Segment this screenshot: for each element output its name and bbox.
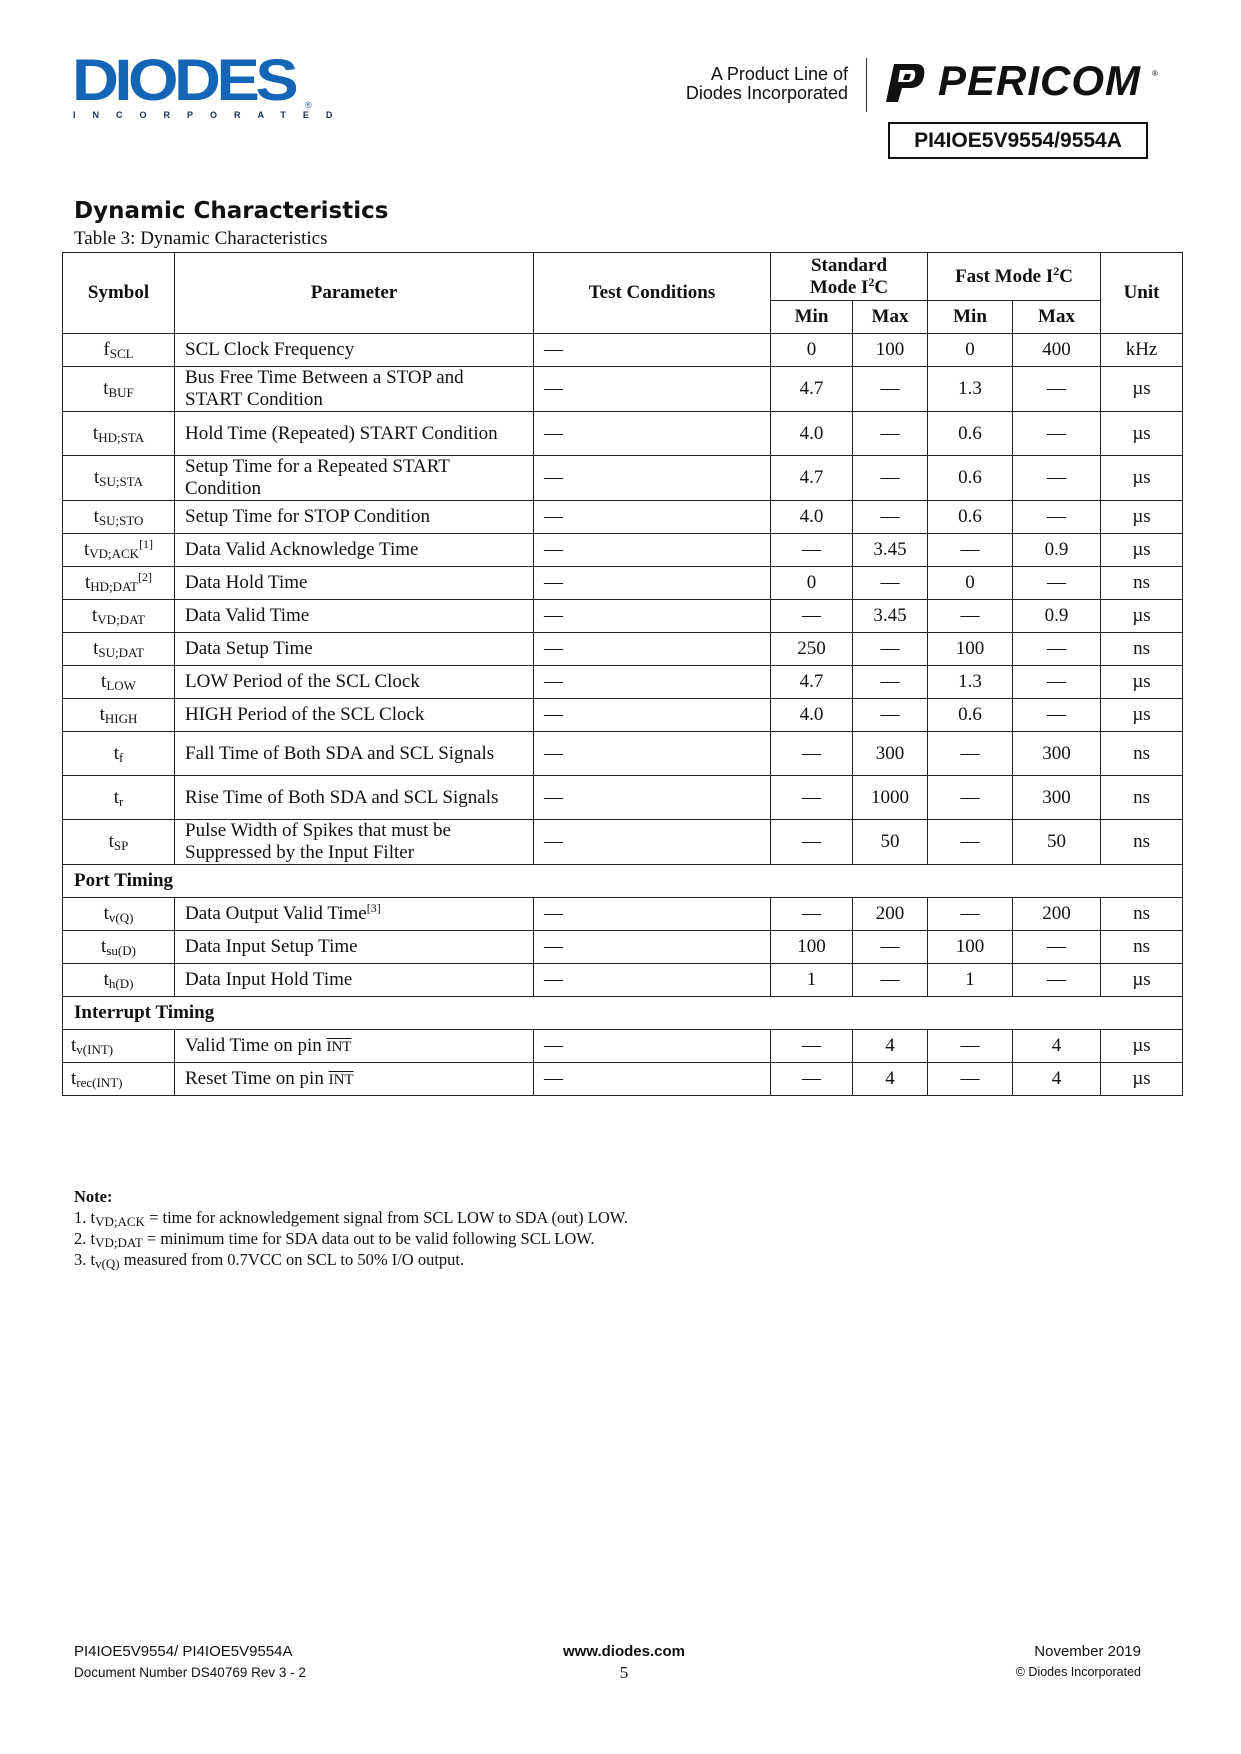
cell-fmin: 0.6	[928, 699, 1013, 732]
cell-unit: ns	[1101, 820, 1183, 865]
table-row	[63, 1063, 1183, 1096]
cell-fmin: —	[928, 1063, 1013, 1096]
cell-fmin: —	[928, 820, 1013, 865]
cell-smax: 100	[853, 334, 928, 367]
cell-fmax: 200	[1013, 898, 1101, 931]
cell-smax: 200	[853, 898, 928, 931]
cell-parameter: Data Valid Time	[175, 600, 534, 633]
symbol-cell	[63, 367, 175, 412]
cell-tc: —	[534, 600, 771, 633]
cell-parameter	[175, 898, 534, 931]
cell-smin: 250	[771, 633, 853, 666]
cell-tc: —	[534, 501, 771, 534]
symbol-cell	[63, 534, 175, 567]
cell-smax: —	[853, 501, 928, 534]
table-row	[63, 456, 1183, 501]
cell-unit: ns	[1101, 633, 1183, 666]
cell-smax: 3.45	[853, 600, 928, 633]
table-row	[63, 820, 1183, 865]
footer-document-number: Document Number DS40769 Rev 3 - 2	[74, 1665, 306, 1680]
cell-tc: —	[534, 456, 771, 501]
table-row	[63, 964, 1183, 997]
cell-unit: kHz	[1101, 334, 1183, 367]
cell-fmax: 0.9	[1013, 600, 1101, 633]
parameter-text: Data Input Hold Time	[185, 969, 353, 990]
symbol-subscript: v(Q)	[108, 910, 134, 925]
footer-part-numbers: PI4IOE5V9554/ PI4IOE5V9554A	[74, 1643, 293, 1660]
table-row	[63, 412, 1183, 456]
symbol-subscript: su(D)	[106, 943, 136, 958]
symbol-cell	[63, 567, 175, 600]
cell-smax: —	[853, 412, 928, 456]
symbol-subscript: LOW	[106, 678, 136, 693]
cell-tc: —	[534, 732, 771, 776]
cell-fmin: 0	[928, 567, 1013, 600]
cell-unit: µs	[1101, 666, 1183, 699]
cell-smax: 3.45	[853, 534, 928, 567]
cell-fmin: —	[928, 1030, 1013, 1063]
cell-fmax: —	[1013, 367, 1101, 412]
cell-parameter	[175, 964, 534, 997]
table-row	[63, 931, 1183, 964]
symbol-base: t	[71, 1035, 77, 1056]
cell-unit: ns	[1101, 567, 1183, 600]
cell-smin: —	[771, 534, 853, 567]
cell-fmin: 0.6	[928, 412, 1013, 456]
cell-smax: 4	[853, 1063, 928, 1096]
cell-smin: —	[771, 732, 853, 776]
cell-unit: µs	[1101, 456, 1183, 501]
cell-smin: —	[771, 898, 853, 931]
header-standard-mode	[771, 253, 928, 301]
symbol-subscript: v(INT)	[76, 1042, 114, 1057]
parameter-text: Data Input Setup Time	[185, 936, 358, 957]
cell-tc: —	[534, 334, 771, 367]
cell-parameter: Pulse Width of Spikes that must be Suppressed by the Input Filter	[175, 820, 534, 865]
cell-tc: —	[534, 1030, 771, 1063]
cell-unit: µs	[1101, 412, 1183, 456]
cell-fmax: —	[1013, 412, 1101, 456]
pericom-logo-text: PERICOM	[938, 57, 1142, 104]
symbol-base: t	[101, 936, 107, 957]
cell-fmax: 4	[1013, 1063, 1101, 1096]
symbol-cell	[63, 412, 175, 456]
header-fast-text: Fast Mode I	[955, 265, 1054, 287]
cell-tc: —	[534, 699, 771, 732]
cell-smin: —	[771, 820, 853, 865]
cell-smin: —	[771, 776, 853, 820]
cell-fmin: 100	[928, 633, 1013, 666]
part-number-box: PI4IOE5V9554/9554A	[888, 122, 1148, 159]
cell-smax: —	[853, 567, 928, 600]
table-row	[63, 1030, 1183, 1063]
cell-fmax: —	[1013, 699, 1101, 732]
header-std-min: Min	[771, 301, 853, 334]
cell-smax: —	[853, 699, 928, 732]
symbol-subscript: SU;STO	[98, 513, 144, 528]
symbol-base: t	[93, 638, 99, 659]
header-fast-min: Min	[928, 301, 1013, 334]
cell-fmax: 400	[1013, 334, 1101, 367]
symbol-base: t	[92, 605, 98, 626]
cell-unit: µs	[1101, 699, 1183, 732]
cell-tc: —	[534, 412, 771, 456]
table-row	[63, 567, 1183, 600]
parameter-text: Reset Time on pin	[185, 1067, 324, 1089]
cell-parameter: SCL Clock Frequency	[175, 334, 534, 367]
cell-smax: —	[853, 367, 928, 412]
header-fast-mode	[928, 253, 1101, 301]
cell-tc: —	[534, 898, 771, 931]
cell-smax: 4	[853, 1030, 928, 1063]
cell-fmax: —	[1013, 567, 1101, 600]
cell-unit: ns	[1101, 776, 1183, 820]
cell-tc: —	[534, 931, 771, 964]
cell-parameter: Hold Time (Repeated) START Condition	[175, 412, 534, 456]
cell-fmin: 100	[928, 931, 1013, 964]
pericom-registered-mark: ®	[1152, 69, 1158, 78]
symbol-subscript: BUF	[108, 385, 134, 400]
symbol-cell	[63, 1030, 175, 1063]
diodes-logo: DIODES	[72, 48, 295, 113]
table-row	[63, 666, 1183, 699]
symbol-cell	[63, 666, 175, 699]
symbol-cell	[63, 776, 175, 820]
symbol-subscript: SU;DAT	[98, 645, 144, 660]
symbol-base: t	[83, 539, 90, 560]
symbol-base: t	[93, 506, 99, 527]
cell-parameter: Data Setup Time	[175, 633, 534, 666]
cell-smax: —	[853, 456, 928, 501]
table-row	[63, 898, 1183, 931]
cell-fmax: —	[1013, 931, 1101, 964]
symbol-base: t	[103, 969, 109, 990]
header-std-line1: Standard	[810, 254, 888, 276]
cell-smax: 300	[853, 732, 928, 776]
cell-fmax: —	[1013, 964, 1101, 997]
header-std-max: Max	[853, 301, 928, 334]
cell-parameter	[175, 1030, 534, 1063]
cell-smax: —	[853, 964, 928, 997]
symbol-base: t	[93, 467, 100, 488]
cell-parameter	[175, 931, 534, 964]
dynamic-characteristics-table	[62, 252, 1183, 1096]
symbol-cell	[63, 898, 175, 931]
symbol-base: t	[85, 572, 91, 593]
cell-smax: —	[853, 666, 928, 699]
symbol-subscript: SCL	[109, 346, 134, 361]
cell-fmax: —	[1013, 456, 1101, 501]
symbol-base: t	[103, 903, 109, 924]
cell-smin: —	[771, 1063, 853, 1096]
section-port-timing-label: Port Timing	[63, 865, 1183, 898]
notes	[74, 1186, 628, 1270]
cell-fmin: —	[928, 534, 1013, 567]
symbol-footnote-ref: [1]	[139, 537, 154, 551]
cell-smin: 4.0	[771, 412, 853, 456]
symbol-subscript: r	[118, 793, 124, 809]
cell-smin: 4.7	[771, 456, 853, 501]
footer-website-link[interactable]: www.diodes.com	[563, 1643, 685, 1660]
symbol-base: t	[101, 671, 107, 692]
cell-unit: ns	[1101, 931, 1183, 964]
header-symbol: Symbol	[63, 253, 175, 334]
symbol-base: t	[108, 831, 114, 852]
symbol-base: t	[92, 422, 99, 444]
cell-tc: —	[534, 1063, 771, 1096]
symbol-cell	[63, 600, 175, 633]
cell-parameter: Bus Free Time Between a STOP and START Condition	[175, 367, 534, 412]
tagline-line2: Diodes Incorporated	[685, 83, 848, 103]
section-interrupt-timing-label: Interrupt Timing	[63, 997, 1183, 1030]
cell-fmin: —	[928, 600, 1013, 633]
cell-smin: 4.7	[771, 367, 853, 412]
symbol-subscript: rec(INT)	[76, 1075, 123, 1090]
cell-smax: 50	[853, 820, 928, 865]
symbol-cell	[63, 820, 175, 865]
section-interrupt-timing	[63, 997, 1183, 1030]
table-row	[63, 699, 1183, 732]
symbol-subscript: HD;DAT	[90, 579, 138, 594]
diodes-logo-subtext: INCORPORATED	[73, 110, 350, 120]
cell-smin: 0	[771, 567, 853, 600]
table-row	[63, 732, 1183, 776]
registered-mark: ®	[305, 100, 312, 110]
cell-parameter: Data Valid Acknowledge Time	[175, 534, 534, 567]
footnote-ref: [3]	[366, 901, 381, 915]
table-row	[63, 501, 1183, 534]
cell-tc: —	[534, 534, 771, 567]
pin-name-int: $\overline{INT}$	[326, 1038, 352, 1055]
cell-fmin: —	[928, 732, 1013, 776]
footer-copyright: © Diodes Incorporated	[1015, 1665, 1141, 1679]
symbol-cell	[63, 964, 175, 997]
table-row	[63, 633, 1183, 666]
symbol-base: t	[71, 1068, 77, 1089]
cell-fmax: 50	[1013, 820, 1101, 865]
cell-tc: —	[534, 367, 771, 412]
cell-smin: 4.7	[771, 666, 853, 699]
cell-fmax: —	[1013, 633, 1101, 666]
symbol-subscript: h(D)	[108, 976, 134, 991]
cell-fmin: 1	[928, 964, 1013, 997]
cell-smin: 1	[771, 964, 853, 997]
parameter-text: Valid Time on pin	[185, 1034, 322, 1056]
cell-fmin: 0.6	[928, 456, 1013, 501]
pericom-logo-icon	[880, 60, 928, 106]
cell-unit: ns	[1101, 898, 1183, 931]
cell-smin: —	[771, 1030, 853, 1063]
cell-parameter: LOW Period of the SCL Clock	[175, 666, 534, 699]
cell-fmax: 300	[1013, 732, 1101, 776]
header-parameter: Parameter	[175, 253, 534, 334]
cell-fmin: 1.3	[928, 367, 1013, 412]
table-row	[63, 534, 1183, 567]
symbol-subscript: f	[118, 749, 124, 765]
symbol-base: f	[103, 339, 110, 360]
header-unit: Unit	[1101, 253, 1183, 334]
symbol-subscript: VD;ACK	[89, 546, 140, 561]
symbol-cell	[63, 633, 175, 666]
cell-smin: —	[771, 600, 853, 633]
cell-fmax: 300	[1013, 776, 1101, 820]
cell-smin: 4.0	[771, 699, 853, 732]
cell-tc: —	[534, 633, 771, 666]
cell-tc: —	[534, 820, 771, 865]
cell-tc: —	[534, 964, 771, 997]
symbol-subscript: SP	[113, 838, 129, 853]
cell-unit: µs	[1101, 600, 1183, 633]
cell-tc: —	[534, 666, 771, 699]
header-fast-sup: 2	[1053, 263, 1060, 278]
cell-smax: 1000	[853, 776, 928, 820]
cell-smin: 4.0	[771, 501, 853, 534]
cell-fmax: —	[1013, 501, 1101, 534]
symbol-base: t	[113, 742, 119, 764]
symbol-subscript: VD;DAT	[97, 612, 145, 627]
note-2: 2. $t_{VD;DAT}$ = minimum time for SDA data out to be valid following SCL LOW.	[74, 1229, 595, 1250]
cell-unit: µs	[1101, 501, 1183, 534]
symbol-cell	[63, 732, 175, 776]
symbol-footnote-ref: [2]	[137, 570, 152, 584]
cell-fmin: 1.3	[928, 666, 1013, 699]
cell-parameter: Data Hold Time	[175, 567, 534, 600]
cell-parameter: HIGH Period of the SCL Clock	[175, 699, 534, 732]
cell-parameter: Fall Time of Both SDA and SCL Signals	[175, 732, 534, 776]
symbol-cell	[63, 931, 175, 964]
cell-parameter	[175, 1063, 534, 1096]
cell-fmax: 0.9	[1013, 534, 1101, 567]
section-title: Dynamic Characteristics	[74, 198, 389, 224]
cell-unit: µs	[1101, 534, 1183, 567]
cell-smax: —	[853, 633, 928, 666]
header-std-sup: 2	[868, 274, 875, 289]
header-std-line2: Mode I	[809, 276, 869, 298]
symbol-cell	[63, 501, 175, 534]
symbol-cell	[63, 1063, 175, 1096]
cell-tc: —	[534, 567, 771, 600]
header-fast-max: Max	[1013, 301, 1101, 334]
symbol-cell	[63, 699, 175, 732]
symbol-cell	[63, 334, 175, 367]
cell-tc: —	[534, 776, 771, 820]
cell-unit: ns	[1101, 732, 1183, 776]
symbol-base: t	[103, 378, 109, 399]
cell-parameter: Setup Time for a Repeated START Condition	[175, 456, 534, 501]
parameter-text: Data Output Valid Time	[185, 903, 367, 924]
cell-smin: 100	[771, 931, 853, 964]
pin-name-int: $\overline{INT}$	[328, 1071, 354, 1088]
symbol-subscript: HD;STA	[98, 429, 145, 445]
symbol-cell	[63, 456, 175, 501]
cell-fmin: 0	[928, 334, 1013, 367]
cell-unit: µs	[1101, 367, 1183, 412]
footer-page-number: 5	[619, 1663, 629, 1682]
header-divider	[866, 58, 867, 112]
header-std-tail: C	[874, 276, 889, 298]
notes-heading: Note:	[74, 1187, 113, 1206]
tagline	[686, 65, 848, 103]
table-caption: Table 3: Dynamic Characteristics	[74, 228, 328, 249]
cell-unit: µs	[1101, 964, 1183, 997]
cell-fmin: —	[928, 776, 1013, 820]
table-row	[63, 600, 1183, 633]
symbol-subscript: HIGH	[104, 711, 138, 726]
symbol-base: t	[99, 704, 105, 725]
symbol-subscript: SU;STA	[99, 474, 144, 489]
cell-smax: —	[853, 931, 928, 964]
symbol-base: t	[113, 786, 119, 808]
note-3: 3. $t_{v(Q)}$ measured from 0.7VCC on SCL to 50% I/O output.	[74, 1250, 465, 1271]
cell-fmax: —	[1013, 666, 1101, 699]
header-fast-tail: C	[1059, 265, 1073, 287]
section-port-timing	[63, 865, 1183, 898]
header-test-conditions: Test Conditions	[534, 253, 771, 334]
cell-parameter: Rise Time of Both SDA and SCL Signals	[175, 776, 534, 820]
tagline-line1: A Product Line of	[710, 64, 848, 84]
cell-smin: 0	[771, 334, 853, 367]
table-row	[63, 367, 1183, 412]
note-1: 1. $t_{VD;ACK}$ = time for acknowledgement signal from SCL LOW to SDA (out) LOW.	[74, 1208, 628, 1229]
cell-unit: µs	[1101, 1063, 1183, 1096]
cell-fmin: —	[928, 898, 1013, 931]
table-row	[63, 334, 1183, 367]
cell-parameter: Setup Time for STOP Condition	[175, 501, 534, 534]
footer-date: November 2019	[1034, 1643, 1141, 1660]
cell-unit: µs	[1101, 1030, 1183, 1063]
cell-fmin: 0.6	[928, 501, 1013, 534]
cell-fmax: 4	[1013, 1030, 1101, 1063]
table-row	[63, 776, 1183, 820]
